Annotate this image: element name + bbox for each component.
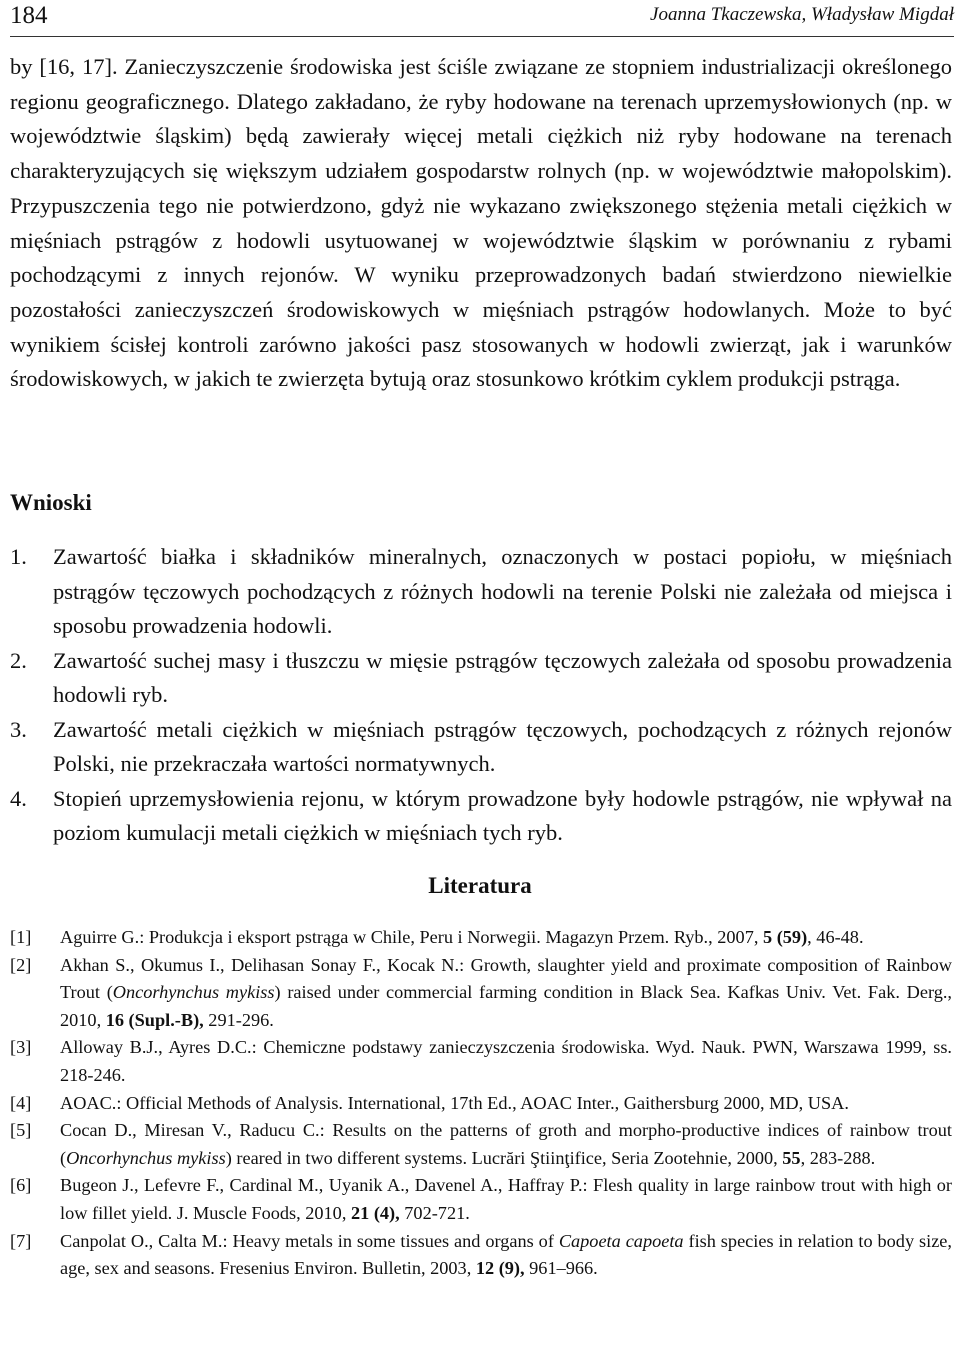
page-header	[10, 0, 954, 37]
reference-authors: Akhan S., Okumus I., Delihasan Sonay F., Kocak N.	[60, 954, 460, 975]
reference-number: [2]	[10, 954, 32, 975]
conclusion-text: Zawartość białka i składników mineralnych, oznaczonych w postaci popiołu, w mięśniach pstrągów tęczowych pochodzących z różnych hodowli na terenie Polski nie zależała od miejsca i sposobu prowadzenia hodowli.	[53, 544, 952, 638]
running-head-authors: Joanna Tkaczewska, Władysław Migdał	[650, 4, 954, 25]
reference-item	[10, 924, 952, 952]
reference-item	[10, 952, 952, 1035]
reference-number: [1]	[10, 927, 32, 947]
literature-heading: Literatura	[428, 873, 532, 898]
reference-text: : Growth, slaughter yield and proximate composition of Rainbow Trout (	[60, 954, 952, 1003]
reference-item	[10, 1090, 952, 1118]
reference-text: , 283-288.	[800, 1147, 876, 1168]
body-paragraph: by [16, 17]. Zanieczyszczenie środowiska jest ściśle związane ze stopniem industrializacji określonego regionu geograficznego. Dlatego zakładano, że ryby hodowane na terenach uprzemysłowionych (np. w województwie śląskim) będą zawierały więcej metali ciężkich niż ryby hodowane na terenach charakteryzujących się większym udziałem gospodarstw rolnych (np. w województwie małopolskim). Przypuszczenia tego nie potwierdzono, gdyż nie wykazano zwiększonego stężenia metali ciężkich w mięśniach pstrągów z hodowli usytuowanej w województwie śląskim w porównaniu z rybami pochodzącymi z innych rejonów. W wyniku przeprowadzonych badań stwierdzono niewielkie pozostałości zanieczyszczeń środowiskowych w mięśniach pstrągów hodowlanych. Może to być wynikiem ścisłej kontroli zarówno jakości pasz stosowanych w hodowli zwierząt, jak i warunków środowiskowych, w jakich te zwierzęta bytują oraz stosunkowo krótkim cyklem produkcji pstrąga.	[10, 54, 952, 392]
reference-number: [5]	[10, 1120, 32, 1141]
reference-text: : Chemiczne podstawy zanieczyszczenia środowiska. Wyd. Nauk. PWN, Warszawa 1999, ss. 218-246.	[60, 1037, 952, 1085]
reference-authors: AOAC.	[60, 1092, 117, 1113]
reference-text: 961–966.	[524, 1258, 598, 1279]
reference-authors: Aguirre G.	[60, 927, 140, 947]
conclusion-number: 3.	[10, 716, 27, 742]
reference-item	[10, 1172, 952, 1227]
reference-text: : Official Methods of Analysis. International, 17th Ed., AOAC Inter., Gaithersburg 2000, MD, USA.	[116, 1092, 849, 1113]
reference-number: [4]	[10, 1092, 32, 1113]
reference-text: fish species in relation to body size, age, sex and seasons. Fresenius Environ. Bulletin, 2003,	[60, 1230, 952, 1279]
reference-text: , 46-48.	[807, 927, 864, 947]
reference-number: [7]	[10, 1230, 32, 1251]
conclusion-item	[10, 644, 952, 713]
conclusion-number: 1.	[10, 544, 27, 569]
reference-text: : Produkcja i eksport pstrąga w Chile, Peru i Norwegii. Magazyn Przem. Ryb., 2007,	[139, 927, 763, 947]
conclusion-text: Stopień uprzemysłowienia rejonu, w którym prowadzone były hodowle pstrągów, nie wpływał na poziom kumulacji metali ciężkich w mięśniach tych ryb.	[53, 785, 952, 845]
reference-text: 702-721.	[399, 1202, 470, 1223]
reference-item	[10, 1034, 952, 1089]
reference-authors: Bugeon J., Lefevre F., Cardinal M., Uyanik A., Davenel A., Haffray P.	[60, 1175, 583, 1196]
conclusions-list	[10, 540, 952, 851]
conclusion-number: 4.	[10, 785, 27, 811]
reference-authors: Alloway B.J., Ayres D.C.	[60, 1037, 252, 1058]
reference-volume: 5 (59)	[762, 927, 808, 947]
reference-text: 291-296.	[203, 1009, 274, 1030]
reference-text: : Flesh quality in large rainbow trout with high or low fillet yield. J. Muscle Foods, 2010,	[60, 1175, 952, 1223]
reference-number: [6]	[10, 1175, 32, 1196]
conclusion-text: Zawartość metali ciężkich w mięśniach pstrągów tęczowych, pochodzących z różnych rejonów Polski, nie przekraczała wartości normatywnych.	[53, 716, 952, 776]
reference-species: Oncorhynchus mykiss	[112, 982, 275, 1003]
conclusion-item	[10, 782, 952, 851]
conclusions-heading: Wnioski	[10, 490, 92, 515]
conclusion-item	[10, 713, 952, 782]
reference-authors: Canpolat O., Calta M.	[60, 1230, 223, 1251]
reference-volume: 12 (9),	[475, 1258, 525, 1279]
reference-item	[10, 1117, 952, 1172]
conclusion-item	[10, 540, 952, 644]
conclusion-number: 2.	[10, 647, 27, 673]
reference-list	[10, 924, 952, 1283]
reference-species: Oncorhynchus mykiss	[66, 1147, 226, 1168]
reference-volume: 21 (4),	[350, 1202, 400, 1223]
page-number: 184	[10, 2, 48, 29]
reference-item	[10, 1228, 952, 1283]
conclusion-text: Zawartość suchej masy i tłuszczu w mięsie pstrągów tęczowych zależała od sposobu prowadzenia hodowli ryb.	[53, 647, 952, 707]
reference-number: [3]	[10, 1037, 32, 1058]
reference-volume: 16 (Supl.-B),	[105, 1009, 204, 1030]
reference-text: ) reared in two different systems. Lucrări Ştiinţifice, Seria Zootehnie, 2000,	[225, 1147, 783, 1168]
body-text	[10, 50, 952, 397]
reference-species: Capoeta capoeta	[558, 1230, 684, 1251]
reference-authors: Cocan D., Miresan V., Raducu C.	[60, 1120, 320, 1141]
reference-text: ) raised under commercial farming condition in Black Sea. Kafkas Univ. Vet. Fak. Derg., 2010,	[60, 982, 952, 1030]
reference-volume: 55	[782, 1147, 801, 1168]
reference-text: : Heavy metals in some tissues and organs of	[222, 1230, 559, 1251]
reference-text: : Results on the patterns of groth and morpho-productive indices of rainbow trout (	[60, 1120, 952, 1168]
